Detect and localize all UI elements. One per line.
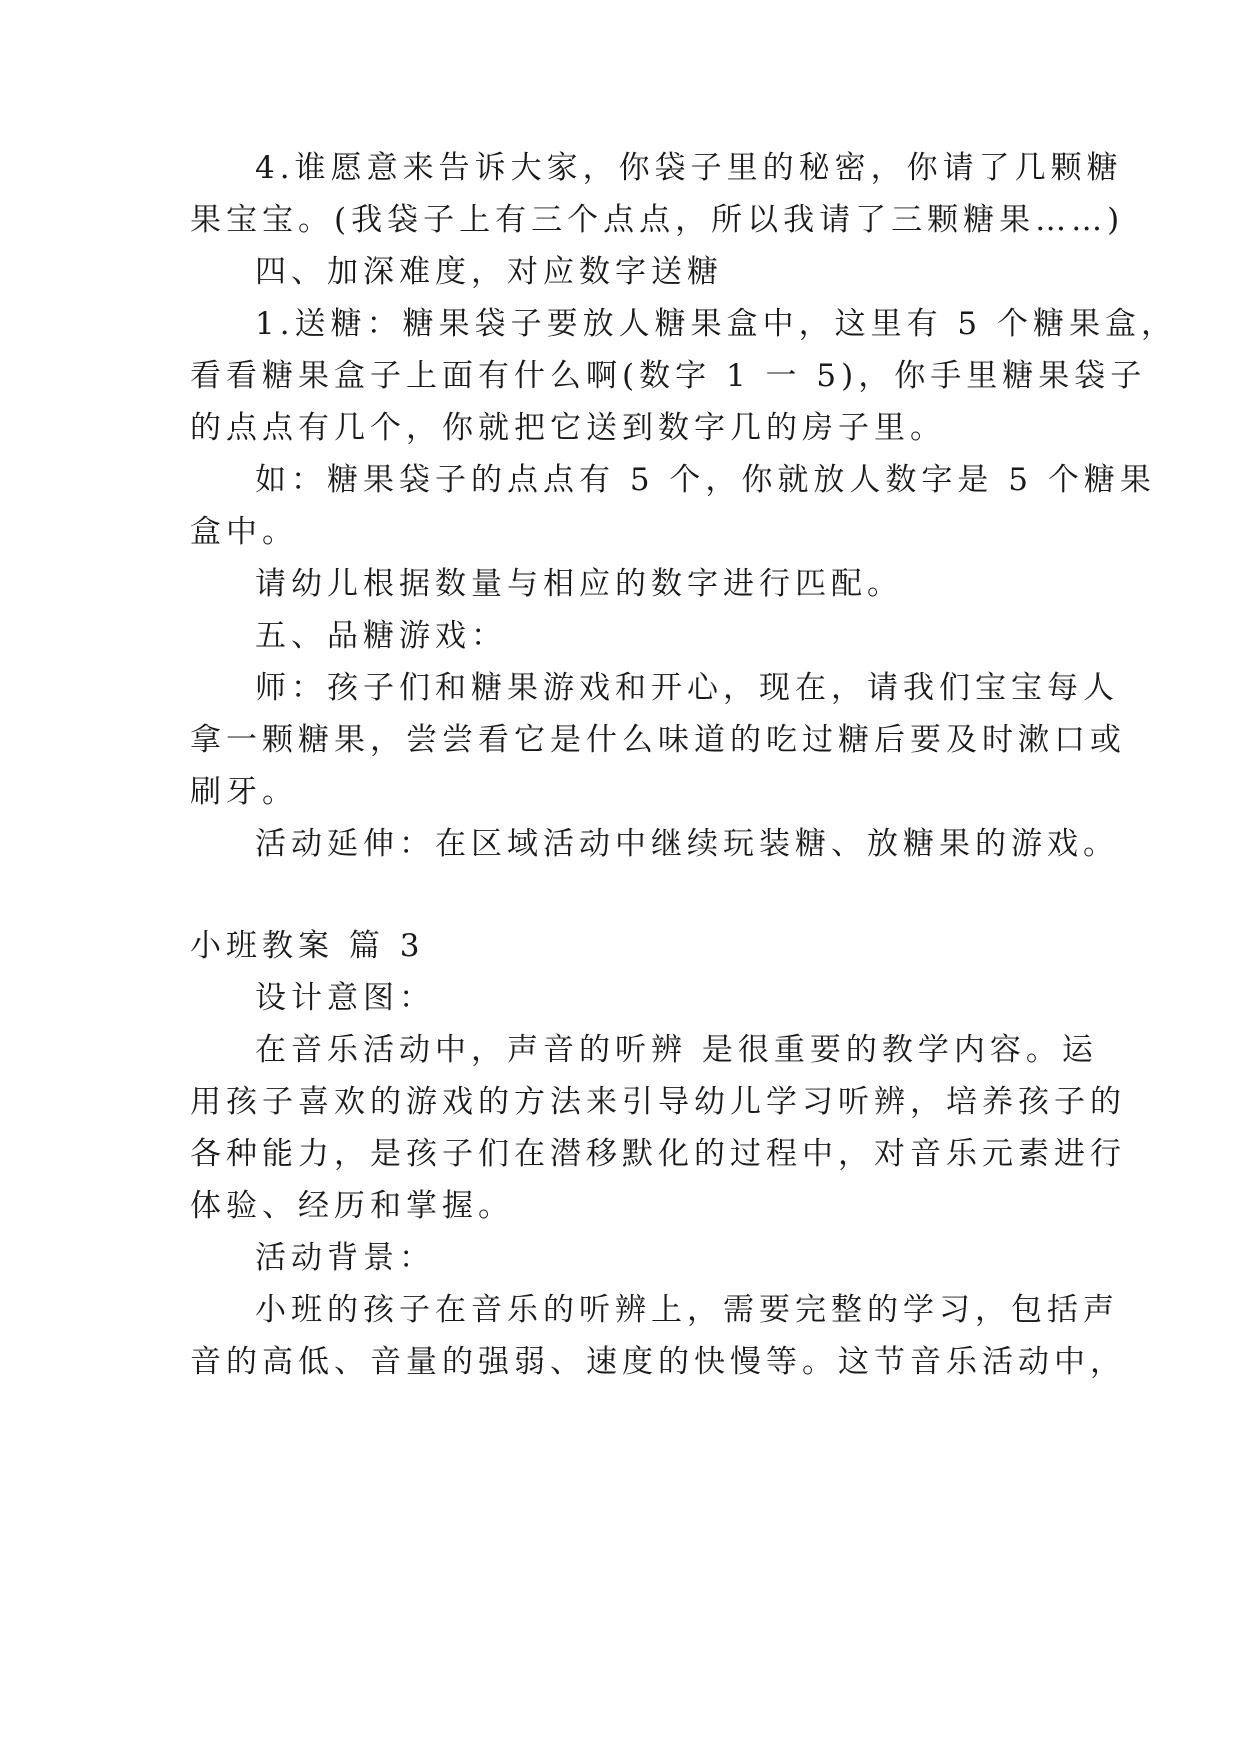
subheading: 设计意图： — [255, 980, 435, 1016]
paragraph-line: 活动延伸：在区域活动中继续玩装糖、放糖果的游戏。 — [255, 826, 1119, 862]
paragraph-line: 看看糖果盒子上面有什么啊(数字 1 一 5)，你手里糖果袋子 — [190, 358, 1147, 394]
paragraph-line: 1.送糖：糖果袋子要放人糖果盒中，这里有 5 个糖果盒， — [255, 306, 1178, 342]
paragraph-line: 请幼儿根据数量与相应的数字进行匹配。 — [255, 566, 903, 602]
paragraph-line: 师：孩子们和糖果游戏和开心，现在，请我们宝宝每人 — [255, 670, 1119, 706]
paragraph-line: 4.谁愿意来告诉大家，你袋子里的秘密，你请了几颗糖 — [255, 150, 1123, 186]
subheading: 活动背景： — [255, 1240, 435, 1276]
section-heading: 四、加深难度，对应数字送糖 — [255, 254, 723, 290]
paragraph-line: 在音乐活动中，声音的听辨 是很重要的教学内容。运 — [255, 1032, 1098, 1068]
section-title: 小班教案 篇 3 — [190, 928, 425, 964]
paragraph-line: 盒中。 — [190, 514, 298, 550]
section-heading: 五、品糖游戏： — [255, 618, 507, 654]
paragraph-line: 用孩子喜欢的游戏的方法来引导幼儿学习听辨，培养孩子的 — [190, 1084, 1126, 1120]
paragraph-line: 如：糖果袋子的点点有 5 个，你就放人数字是 5 个糖果 — [255, 462, 1156, 498]
paragraph-line: 各种能力，是孩子们在潜移默化的过程中，对音乐元素进行 — [190, 1136, 1126, 1172]
paragraph-line: 的点点有几个，你就把它送到数字几的房子里。 — [190, 410, 946, 446]
paragraph-line: 果宝宝。(我袋子上有三个点点，所以我请了三颗糖果……) — [190, 202, 1125, 238]
paragraph-line: 体验、经历和掌握。 — [190, 1188, 514, 1224]
paragraph-line: 小班的孩子在音乐的听辨上，需要完整的学习，包括声 — [255, 1292, 1119, 1328]
paragraph-line: 刷牙。 — [190, 774, 298, 810]
paragraph-line: 音的高低、音量的强弱、速度的快慢等。这节音乐活动中， — [190, 1344, 1126, 1380]
paragraph-line: 拿一颗糖果，尝尝看它是什么味道的吃过糖后要及时漱口或 — [190, 722, 1126, 758]
